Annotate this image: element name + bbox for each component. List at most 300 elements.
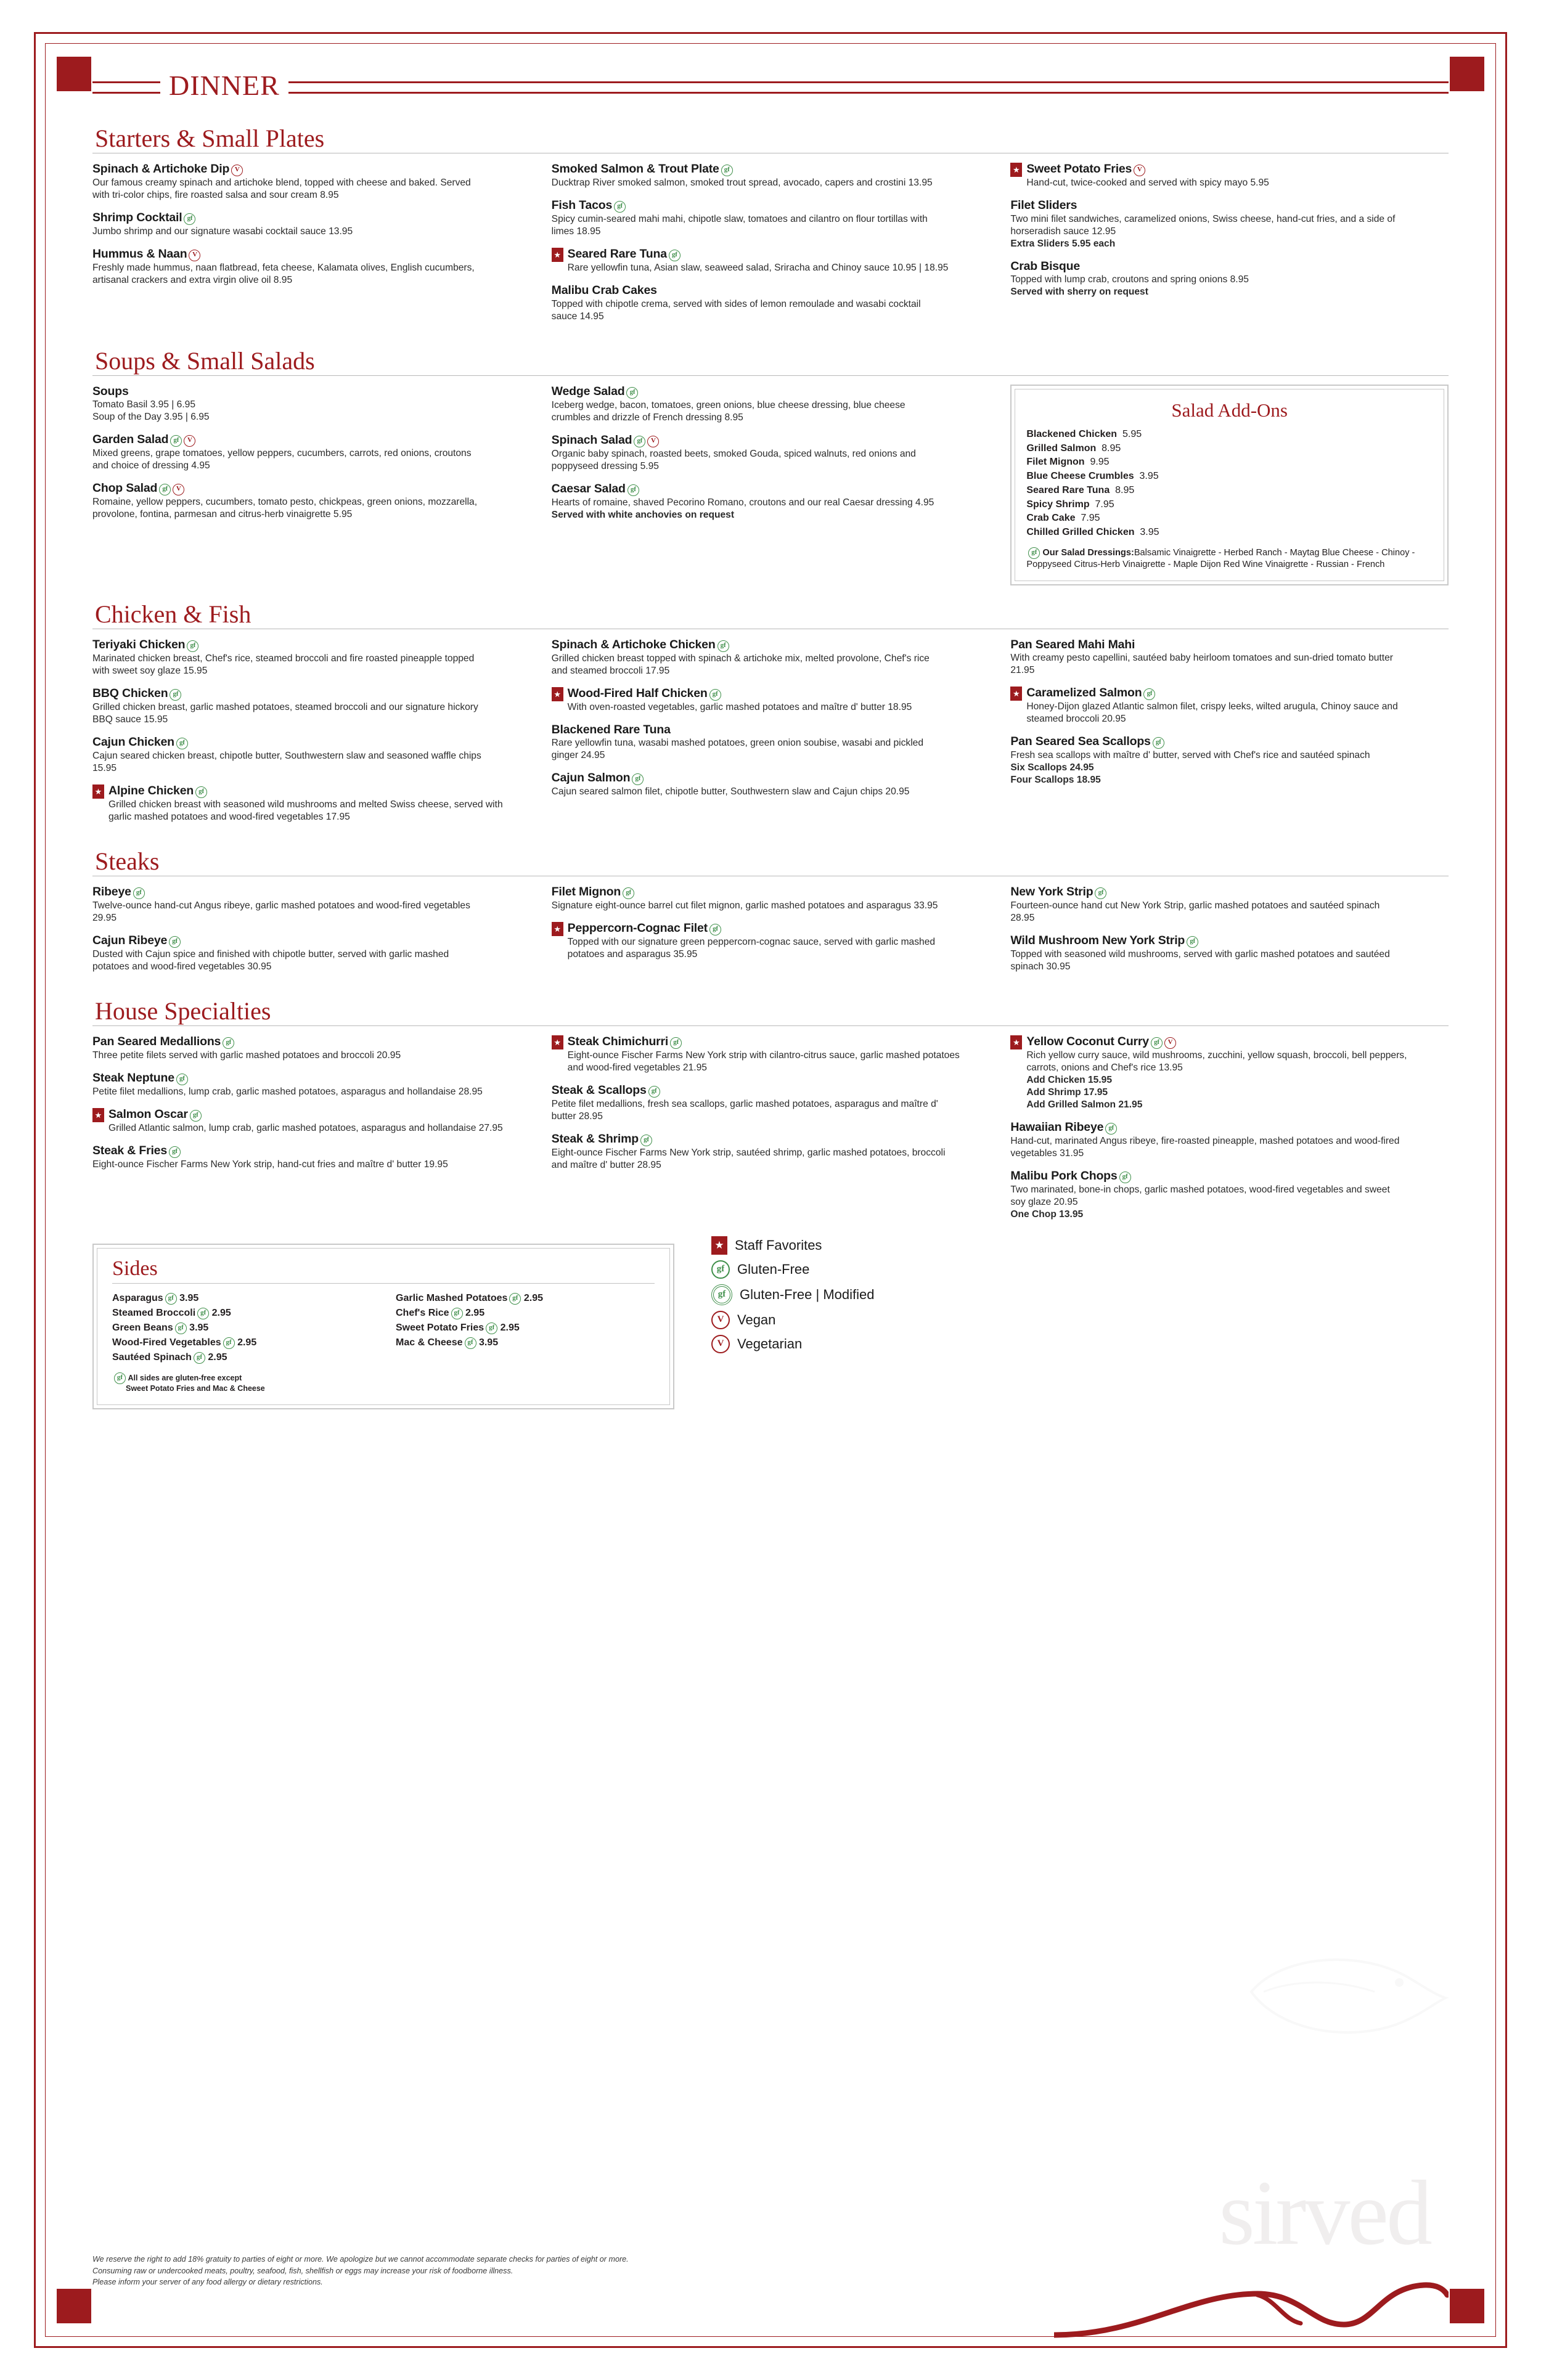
gluten-free-icon: gf bbox=[1028, 547, 1040, 559]
menu-item-name bbox=[1026, 162, 1449, 176]
gluten-free-icon: gf bbox=[709, 689, 721, 701]
menu-item-description: Petite filet medallions, fresh sea scallops, garlic mashed potatoes, asparagus and maître d' butter 28.95 bbox=[551, 1099, 938, 1122]
page-title: DINNER bbox=[160, 69, 288, 102]
menu-item-label: Spinach Salad bbox=[551, 433, 632, 447]
side-label: Chef's Rice bbox=[396, 1307, 449, 1318]
sides-box bbox=[92, 1244, 674, 1410]
gluten-free-icon: gf bbox=[175, 1322, 187, 1334]
menu-item-description: Tomato Basil 3.95 | 6.95 Soup of the Day 3.95 | 6.95 bbox=[92, 399, 210, 423]
menu-item bbox=[552, 283, 990, 322]
gluten-free-icon: gf bbox=[133, 887, 145, 899]
salad-add-on-row bbox=[1026, 498, 1433, 512]
side-label: Sautéed Spinach bbox=[112, 1351, 192, 1363]
menu-item-description: Hand-cut, twice-cooked and served with spicy mayo 5.95 bbox=[1026, 177, 1269, 189]
salad-add-on-price: 5.95 bbox=[1122, 428, 1142, 439]
menu-item-name bbox=[552, 885, 990, 899]
gluten-free-icon: gf bbox=[709, 924, 721, 935]
menu-header bbox=[92, 67, 1449, 110]
gluten-free-icon: gf bbox=[197, 1308, 209, 1319]
menu-item bbox=[552, 771, 990, 798]
menu-item bbox=[1010, 162, 1449, 189]
menu-item-label: Wild Mushroom New York Strip bbox=[1010, 933, 1185, 947]
menu-item bbox=[92, 247, 531, 287]
staff-favorite-star-icon: ★ bbox=[1010, 163, 1022, 177]
staff-favorite-star-icon: ★ bbox=[92, 1108, 104, 1122]
corner-square-top-left bbox=[57, 57, 91, 91]
menu-item-label: Fish Tacos bbox=[551, 198, 613, 213]
menu-item-name bbox=[92, 638, 531, 652]
menu-item-label: Caesar Salad bbox=[551, 481, 626, 495]
menu-item bbox=[92, 385, 531, 423]
gluten-free-icon: gf bbox=[717, 640, 729, 652]
menu-item-description: Twelve-ounce hand-cut Angus ribeye, garlic mashed potatoes and wood-fired vegetables 29.95 bbox=[92, 900, 470, 923]
side-label: Sweet Potato Fries bbox=[396, 1322, 484, 1333]
menu-item bbox=[552, 198, 990, 238]
legend-label: Vegan bbox=[737, 1311, 776, 1327]
staff-favorite-star-icon: ★ bbox=[1010, 1035, 1022, 1049]
side-row bbox=[112, 1291, 371, 1306]
gluten-free-icon: gf bbox=[486, 1322, 497, 1334]
menu-item-description: Two mini filet sandwiches, caramelized onions, Swiss cheese, hand-cut fries, and a side of horseradish sauce 12.95 bbox=[1010, 213, 1396, 237]
section-starters bbox=[92, 126, 1449, 332]
salad-add-on-label: Seared Rare Tuna bbox=[1026, 484, 1110, 495]
menu-item bbox=[552, 1035, 990, 1074]
menu-item-name bbox=[1010, 638, 1449, 651]
side-label: Mac & Cheese bbox=[396, 1337, 463, 1348]
staff-favorite-star-icon: ★ bbox=[552, 1035, 563, 1049]
side-price: 2.95 bbox=[523, 1292, 543, 1303]
vegetarian-icon: V bbox=[173, 484, 184, 495]
menu-item-label: Filet Sliders bbox=[1010, 198, 1077, 213]
menu-item-label: Filet Mignon bbox=[551, 885, 621, 899]
menu-item-name bbox=[92, 247, 531, 261]
salad-dressings-text: Balsamic Vinaigrette - Herbed Ranch - Maytag Blue Cheese - Chinoy - Poppyseed Citrus-Herb Vinaigrette - Maple Dijon Red Wine Vinaigrette - Russian - French bbox=[1026, 547, 1415, 569]
sides-title: Sides bbox=[112, 1257, 158, 1280]
gluten-free-icon: gf bbox=[711, 1260, 730, 1279]
side-price: 2.95 bbox=[237, 1337, 257, 1348]
menu-item bbox=[92, 162, 531, 202]
gluten-free-icon: gf bbox=[223, 1337, 235, 1349]
menu-item bbox=[552, 687, 990, 714]
gluten-free-icon: gf bbox=[1187, 936, 1198, 948]
menu-item-label: Pan Seared Sea Scallops bbox=[1010, 735, 1151, 749]
menu-item-label: Ribeye bbox=[92, 885, 131, 899]
menu-item-description: Grilled chicken breast with seasoned wild mushrooms and melted Swiss cheese, served with garlic mashed potatoes and wood-fired vegetables 17.95 bbox=[108, 799, 503, 822]
side-price: 2.95 bbox=[465, 1307, 485, 1318]
menu-item-label: Chop Salad bbox=[92, 481, 158, 495]
menu-item-name bbox=[552, 638, 990, 652]
salad-add-on-label: Spicy Shrimp bbox=[1026, 499, 1090, 510]
gluten-free-icon: gf bbox=[223, 1037, 234, 1049]
menu-item-name bbox=[568, 687, 990, 701]
menu-item-name bbox=[568, 921, 990, 935]
section-divider bbox=[92, 375, 1449, 376]
menu-item-label: Crab Bisque bbox=[1010, 259, 1081, 273]
menu-item-label: Pan Seared Medallions bbox=[92, 1035, 221, 1049]
sides-note-line2: Sweet Potato Fries and Mac & Cheese bbox=[126, 1384, 265, 1393]
gluten-free-icon: gf bbox=[170, 689, 181, 701]
salad-add-on-label: Filet Mignon bbox=[1026, 457, 1085, 468]
menu-item-label: Steak & Fries bbox=[92, 1144, 167, 1158]
gluten-free-icon: gf bbox=[184, 213, 195, 225]
menu-item-label: Hawaiian Ribeye bbox=[1010, 1120, 1104, 1135]
side-price: 3.95 bbox=[478, 1337, 499, 1348]
menu-item-name bbox=[92, 433, 531, 447]
menu-item-description: Spicy cumin-seared mahi mahi, chipotle slaw, tomatoes and cilantro on flour tortillas with limes 18.95 bbox=[551, 214, 928, 237]
salad-add-on-label: Blackened Chicken bbox=[1026, 428, 1118, 439]
menu-item-description: Eight-ounce Fischer Farms New York strip, hand-cut fries and maître d' butter 19.95 bbox=[92, 1159, 448, 1170]
menu-item bbox=[1010, 638, 1449, 677]
menu-item-description: Two marinated, bone-in chops, garlic mashed potatoes, wood-fired vegetables and sweet soy glaze 20.95 bbox=[1010, 1184, 1390, 1207]
menu-item bbox=[552, 723, 990, 762]
side-price: 3.95 bbox=[179, 1292, 199, 1303]
menu-item bbox=[92, 1144, 531, 1171]
menu-item-extra: Six Scallops 24.95 Four Scallops 18.95 bbox=[1010, 762, 1101, 786]
sides-note bbox=[112, 1372, 655, 1394]
menu-item bbox=[92, 885, 531, 924]
menu-item bbox=[92, 934, 531, 973]
menu-content bbox=[92, 62, 1449, 2312]
header-double-rule bbox=[92, 81, 1449, 94]
menu-item-name bbox=[92, 1071, 531, 1085]
disclaimer-line-2: Consuming raw or undercooked meats, poultry, seafood, fish, shellfish or eggs may increase your risk of foodborne illness. bbox=[92, 2266, 513, 2275]
side-row bbox=[112, 1306, 371, 1321]
menu-item bbox=[1010, 686, 1449, 725]
menu-item-label: Teriyaki Chicken bbox=[92, 638, 186, 652]
vegetarian-icon: V bbox=[647, 436, 659, 447]
menu-item bbox=[92, 735, 531, 775]
menu-item bbox=[1010, 1035, 1449, 1111]
menu-item-label: Cajun Ribeye bbox=[92, 933, 168, 947]
sides-divider bbox=[112, 1283, 655, 1284]
menu-item-description: Grilled chicken breast, garlic mashed potatoes, steamed broccoli and our signature hickory BBQ sauce 15.95 bbox=[92, 701, 478, 725]
salad-add-on-row bbox=[1026, 511, 1433, 526]
menu-item-label: Garden Salad bbox=[92, 433, 169, 447]
section-column bbox=[552, 1035, 990, 1230]
vegetarian-icon: V bbox=[231, 165, 243, 176]
salad-dressings bbox=[1026, 547, 1433, 571]
gluten-free-icon: gf bbox=[670, 1037, 682, 1049]
salad-add-ons-column bbox=[1010, 385, 1449, 585]
menu-item-description: Cajun seared salmon filet, chipotle butter, Southwestern slaw and Cajun chips 20.95 bbox=[551, 786, 910, 797]
salad-add-on-row bbox=[1026, 470, 1433, 484]
side-label: Wood-Fired Vegetables bbox=[112, 1337, 221, 1348]
gluten-free-icon: gf bbox=[169, 1146, 181, 1158]
menu-item-name bbox=[1026, 686, 1449, 700]
gluten-free-icon: gf bbox=[1119, 1172, 1131, 1183]
menu-item bbox=[1010, 735, 1449, 786]
menu-item-name bbox=[1010, 1169, 1449, 1183]
menu-item-name bbox=[92, 687, 531, 701]
sides-note-line1: All sides are gluten-free except bbox=[128, 1373, 242, 1382]
gluten-free-icon: gf bbox=[634, 436, 645, 447]
menu-item bbox=[92, 211, 531, 238]
disclaimer-line-3: Please inform your server of any food allergy or dietary restrictions. bbox=[92, 2277, 323, 2286]
menu-item bbox=[1010, 934, 1449, 973]
menu-item-name bbox=[552, 283, 990, 297]
menu-item-extra: One Chop 13.95 bbox=[1010, 1208, 1084, 1220]
salad-add-on-label: Crab Cake bbox=[1026, 513, 1076, 524]
menu-item-label: Peppercorn-Cognac Filet bbox=[567, 921, 708, 935]
menu-item-extra: Served with sherry on request bbox=[1010, 287, 1148, 297]
menu-item-description: Mixed greens, grape tomatoes, yellow peppers, cucumbers, carrots, red onions, croutons and choice of dressing 4.95 bbox=[92, 448, 472, 471]
disclaimer-line-1: We reserve the right to add 18% gratuity to parties of eight or more. We apologize but we cannot accommodate separate checks for parties of eight or more. bbox=[92, 2255, 629, 2264]
menu-item-description: Eight-ounce Fischer Farms New York strip with cilantro-citrus sauce, garlic mashed potatoes and wood-fired vegetables 21.95 bbox=[567, 1050, 960, 1074]
section-chicken-fish bbox=[92, 601, 1449, 833]
menu-item-description: Dusted with Cajun spice and finished with chipotle butter, served with garlic mashed potatoes and wood-fired vegetables 30.95 bbox=[92, 948, 449, 972]
menu-item-label: Malibu Pork Chops bbox=[1010, 1168, 1118, 1183]
section-title: Starters & Small Plates bbox=[95, 124, 325, 152]
side-label: Steamed Broccoli bbox=[112, 1307, 196, 1318]
legend-row bbox=[711, 1260, 874, 1279]
menu-item bbox=[92, 1071, 531, 1098]
menu-item bbox=[92, 433, 531, 472]
menu-item bbox=[92, 1107, 531, 1135]
section-house-specialties bbox=[92, 998, 1449, 1230]
menu-item-label: Alpine Chicken bbox=[108, 783, 194, 797]
menu-item-description: With oven-roasted vegetables, garlic mashed potatoes and maître d' butter 18.95 bbox=[567, 701, 912, 712]
side-label: Garlic Mashed Potatoes bbox=[396, 1292, 508, 1303]
gluten-free-icon: gf bbox=[669, 250, 681, 261]
menu-item-name bbox=[92, 1035, 531, 1049]
sides-column-right bbox=[396, 1291, 655, 1365]
menu-item bbox=[552, 1132, 990, 1172]
menu-item-label: Steak Chimichurri bbox=[567, 1035, 669, 1049]
menu-item-description: Three petite filets served with garlic mashed potatoes and broccoli 20.95 bbox=[92, 1050, 401, 1061]
gluten-free-icon: gf bbox=[509, 1293, 521, 1305]
salad-add-on-price: 3.95 bbox=[1140, 526, 1159, 537]
salad-add-on-price: 7.95 bbox=[1095, 499, 1114, 510]
gluten-free-icon: gf bbox=[190, 1110, 202, 1122]
side-row bbox=[112, 1321, 371, 1335]
vegetarian-icon: V bbox=[184, 435, 195, 447]
section-column bbox=[1010, 885, 1449, 982]
menu-item-description: Cajun seared chicken breast, chipotle butter, Southwestern slaw and seasoned waffle chips 15.95 bbox=[92, 750, 481, 773]
menu-item-description: Our famous creamy spinach and artichoke blend, topped with cheese and baked. Served with tri-color chips, fire roasted salsa and sour cream 8.95 bbox=[92, 177, 471, 201]
menu-item-name bbox=[92, 162, 531, 176]
vegetarian-icon: V bbox=[189, 250, 200, 261]
section-column bbox=[1010, 162, 1449, 332]
staff-favorite-star-icon: ★ bbox=[552, 922, 563, 936]
menu-item-name bbox=[568, 247, 990, 261]
gluten-free-icon: gf bbox=[626, 387, 638, 399]
menu-item-label: Cajun Chicken bbox=[92, 735, 174, 749]
menu-item-label: Wedge Salad bbox=[551, 384, 625, 398]
menu-item bbox=[552, 482, 990, 521]
menu-item bbox=[92, 481, 531, 521]
vegan-icon: V bbox=[1164, 1037, 1176, 1049]
menu-item-name bbox=[1026, 1035, 1449, 1049]
side-row bbox=[112, 1335, 371, 1350]
menu-item bbox=[552, 921, 990, 961]
salad-add-ons-title: Salad Add-Ons bbox=[1171, 399, 1288, 421]
gluten-free-icon: gf bbox=[632, 773, 644, 785]
gluten-free-icon: gf bbox=[1105, 1123, 1117, 1135]
side-label: Asparagus bbox=[112, 1292, 163, 1303]
staff-favorite-star-icon: ★ bbox=[552, 248, 563, 262]
menu-item-name bbox=[92, 735, 531, 749]
side-price: 3.95 bbox=[189, 1322, 209, 1333]
section-column bbox=[552, 638, 990, 833]
menu-item-description: Hand-cut, marinated Angus ribeye, fire-roasted pineapple, mashed potatoes and wood-fired vegetables 31.95 bbox=[1010, 1136, 1400, 1159]
menu-item-label: Blackened Rare Tuna bbox=[551, 722, 671, 736]
gluten-free-modified-icon: gf bbox=[711, 1284, 732, 1305]
menu-item-description: Topped with lump crab, croutons and spring onions 8.95 bbox=[1010, 274, 1249, 285]
menu-item-name bbox=[1010, 934, 1449, 948]
sirved-watermark: sirved bbox=[1219, 2162, 1430, 2264]
menu-item-name bbox=[1010, 1120, 1449, 1135]
menu-item-extra: Served with white anchovies on request bbox=[551, 509, 735, 520]
menu-item-description: Romaine, yellow peppers, cucumbers, tomato pesto, chickpeas, green onions, mozzarella, provolone, fontina, parmesan and citrus-herb vinaigrette 5.95 bbox=[92, 497, 478, 520]
vegetarian-icon: V bbox=[1134, 165, 1145, 176]
corner-square-bottom-left bbox=[57, 2289, 91, 2323]
menu-item-name bbox=[552, 482, 990, 496]
menu-item-name bbox=[92, 1144, 531, 1158]
section-soups bbox=[92, 348, 1449, 585]
menu-item-name bbox=[552, 198, 990, 213]
salad-add-on-row bbox=[1026, 455, 1433, 470]
menu-item-label: Spinach & Artichoke Dip bbox=[92, 162, 230, 176]
menu-item bbox=[1010, 198, 1449, 250]
menu-item-name bbox=[552, 433, 990, 447]
menu-item-name bbox=[552, 723, 990, 736]
gluten-free-icon: gf bbox=[627, 484, 639, 496]
menu-item-label: Soups bbox=[92, 384, 129, 398]
menu-item-name bbox=[108, 1107, 531, 1122]
gluten-free-icon: gf bbox=[1095, 887, 1106, 899]
corner-square-bottom-right bbox=[1450, 2289, 1484, 2323]
menu-item bbox=[552, 885, 990, 912]
gluten-free-icon: gf bbox=[451, 1308, 463, 1319]
menu-item-name bbox=[1010, 259, 1449, 273]
menu-item-name bbox=[108, 784, 531, 798]
section-column bbox=[552, 162, 990, 332]
gluten-free-icon: gf bbox=[159, 484, 171, 495]
gluten-free-icon: gf bbox=[165, 1293, 177, 1305]
legend-label: Gluten-Free | Modified bbox=[740, 1286, 875, 1302]
menu-item-description: Jumbo shrimp and our signature wasabi cocktail sauce 13.95 bbox=[92, 226, 353, 237]
side-row bbox=[396, 1306, 655, 1321]
section-column bbox=[92, 638, 531, 833]
legend-row bbox=[711, 1311, 874, 1329]
gluten-free-icon: gf bbox=[614, 201, 626, 213]
sides-column-left bbox=[112, 1291, 371, 1365]
menu-item-name bbox=[92, 885, 531, 899]
salad-add-on-row bbox=[1026, 428, 1433, 442]
staff-favorite-star-icon: ★ bbox=[92, 785, 104, 799]
menu-item-label: Shrimp Cocktail bbox=[92, 211, 182, 225]
legend-label: Vegetarian bbox=[737, 1335, 803, 1351]
menu-item-label: Salmon Oscar bbox=[108, 1107, 188, 1122]
gluten-free-icon: gf bbox=[176, 738, 188, 749]
menu-item-name bbox=[1010, 198, 1449, 212]
menu-item-label: BBQ Chicken bbox=[92, 686, 168, 700]
menu-item-description: Petite filet medallions, lump crab, garlic mashed potatoes, asparagus and hollandaise 28.95 bbox=[92, 1086, 483, 1098]
salad-add-on-price: 8.95 bbox=[1102, 442, 1121, 454]
section-title: Soups & Small Salads bbox=[95, 346, 315, 375]
menu-item-label: New York Strip bbox=[1010, 885, 1093, 899]
menu-item-description: Rare yellowfin tuna, wasabi mashed potatoes, green onion soubise, wasabi and pickled ginger 24.95 bbox=[551, 738, 924, 761]
salad-add-on-row bbox=[1026, 442, 1433, 456]
gluten-free-icon: gf bbox=[176, 1074, 188, 1085]
salad-dressings-title: Our Salad Dressings: bbox=[1042, 547, 1134, 558]
menu-item-description: Topped with our signature green peppercorn-cognac sauce, served with garlic mashed potatoes and asparagus 35.95 bbox=[567, 937, 936, 960]
section-title: Chicken & Fish bbox=[95, 600, 251, 628]
salad-add-on-row bbox=[1026, 526, 1433, 540]
menu-item-description: Fourteen-ounce hand cut New York Strip, garlic mashed potatoes and sautéed spinach 28.95 bbox=[1010, 900, 1380, 923]
menu-item-label: Spinach & Artichoke Chicken bbox=[551, 638, 716, 652]
menu-item-extra: Add Chicken 15.95 Add Shrimp 17.95 Add Grilled Salmon 21.95 bbox=[1026, 1075, 1143, 1111]
side-row bbox=[396, 1335, 655, 1350]
gluten-free-icon: gf bbox=[195, 786, 207, 798]
side-label: Green Beans bbox=[112, 1322, 173, 1333]
salad-add-on-price: 9.95 bbox=[1090, 457, 1110, 468]
section-column bbox=[1010, 638, 1449, 833]
menu-item bbox=[552, 247, 990, 274]
salad-add-on-label: Chilled Grilled Chicken bbox=[1026, 526, 1135, 537]
legend bbox=[711, 1236, 874, 1359]
gluten-free-icon: gf bbox=[1151, 1037, 1163, 1049]
menu-item bbox=[92, 638, 531, 677]
gluten-free-icon: gf bbox=[194, 1352, 205, 1364]
menu-item-label: Steak Neptune bbox=[92, 1071, 174, 1085]
side-row bbox=[112, 1350, 371, 1365]
section-title: Steaks bbox=[95, 847, 160, 875]
menu-item-description: Iceberg wedge, bacon, tomatoes, green onions, blue cheese dressing, blue cheese crumbles and drizzle of French dressing 8.95 bbox=[551, 399, 905, 423]
menu-item-name bbox=[92, 211, 531, 225]
menu-item-name bbox=[552, 1083, 990, 1098]
menu-item bbox=[552, 433, 990, 473]
section-column bbox=[1010, 1035, 1449, 1230]
menu-item-name bbox=[552, 162, 990, 176]
menu-item-label: Hummus & Naan bbox=[92, 247, 187, 261]
menu-item bbox=[552, 1083, 990, 1123]
gluten-free-icon: gf bbox=[1143, 688, 1155, 700]
menu-item-description: Grilled chicken breast topped with spinach & artichoke mix, melted provolone, Chef's rice and steamed broccoli 17.95 bbox=[551, 653, 930, 676]
section-column bbox=[552, 385, 990, 585]
menu-item-name bbox=[552, 1132, 990, 1146]
legend-row bbox=[711, 1335, 874, 1353]
salad-add-on-label: Blue Cheese Crumbles bbox=[1026, 471, 1134, 482]
vegetarian-icon: V bbox=[711, 1335, 730, 1353]
gluten-free-icon: gf bbox=[1153, 737, 1164, 749]
legend-label: Staff Favorites bbox=[735, 1237, 822, 1253]
gluten-free-icon: gf bbox=[640, 1135, 652, 1146]
salad-add-on-row bbox=[1026, 484, 1433, 498]
gluten-free-icon: gf bbox=[170, 435, 182, 447]
menu-item-description: Honey-Dijon glazed Atlantic salmon filet, crispy leeks, wilted arugula, Chinoy sauce and steamed broccoli 20.95 bbox=[1026, 701, 1398, 725]
menu-item-description: Rare yellowfin tuna, Asian slaw, seaweed salad, Sriracha and Chinoy sauce 10.95 | 18.95 bbox=[567, 263, 949, 274]
menu-item bbox=[552, 162, 990, 189]
menu-item-label: Yellow Coconut Curry bbox=[1026, 1035, 1149, 1049]
gluten-free-icon: gf bbox=[623, 887, 634, 899]
salad-add-on-price: 3.95 bbox=[1139, 471, 1159, 482]
vegan-icon: V bbox=[711, 1311, 730, 1329]
menu-item-description: Freshly made hummus, naan flatbread, feta cheese, Kalamata olives, English cucumbers, artisanal crackers and extra virgin olive oil 8.95 bbox=[92, 263, 475, 286]
menu-item-name bbox=[568, 1035, 990, 1049]
menu-item bbox=[552, 638, 990, 677]
menu-item-label: Steak & Shrimp bbox=[551, 1132, 639, 1146]
gluten-free-icon: gf bbox=[465, 1337, 476, 1349]
menu-item-name bbox=[92, 934, 531, 948]
menu-sections bbox=[92, 126, 1449, 1230]
menu-item-description: Grilled Atlantic salmon, lump crab, garlic mashed potatoes, asparagus and hollandaise 27.95 bbox=[108, 1123, 503, 1134]
legend-row bbox=[711, 1284, 874, 1305]
menu-item-name bbox=[552, 385, 990, 399]
section-column bbox=[92, 162, 531, 332]
menu-item-description: Fresh sea scallops with maître d' butter, served with Chef's rice and sautéed spinach bbox=[1010, 750, 1370, 761]
disclaimer bbox=[92, 2254, 770, 2288]
